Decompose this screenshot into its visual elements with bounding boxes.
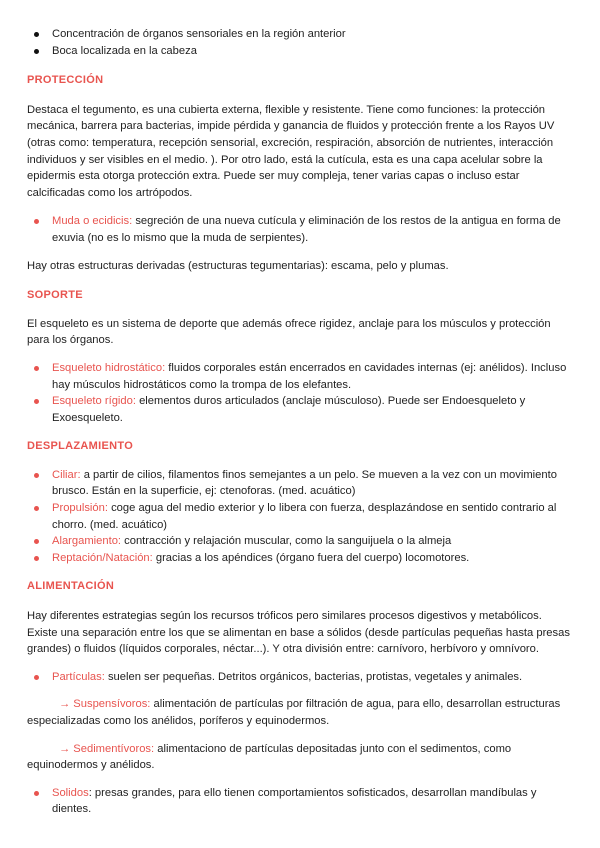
term: Partículas:: [52, 670, 105, 683]
particulas-list: [27, 669, 575, 686]
list-item: Solidos: presas grandes, para ello tienen comportamientos sofisticados, desarrollan mandíbulas y dientes.: [27, 785, 575, 818]
list-item: Boca localizada en la cabeza: [27, 43, 575, 60]
term: Muda o ecidicis:: [52, 215, 133, 228]
suspensivoros-paragraph: → Suspensívoros: alimentación de partículas por filtración de agua, para ello, desarrollan estructuras especializadas como los anélidos, poríferos y equinodermos.: [27, 698, 561, 727]
term: → Sedimentívoros:: [59, 742, 155, 755]
list-item: Alargamiento: contracción y relajación muscular, como la sanguijuela o la almeja: [27, 533, 575, 550]
heading-proteccion: PROTECCIÓN: [27, 74, 104, 87]
heading-soporte: SOPORTE: [27, 289, 83, 302]
heading-alimentacion: ALIMENTACIÓN: [27, 580, 115, 593]
heading-desplazamiento: DESPLAZAMIENTO: [27, 440, 134, 453]
bullet-icon: [34, 556, 39, 561]
list-item: Propulsión: coge agua del medio exterior y lo libera con fuerza, desplazándose en sentido contrario al chorro. (med. acuático): [27, 500, 575, 533]
list-item: Muda o ecidicis: segreción de una nueva cutícula y eliminación de los restos de la antigua en forma de exuvia (no es lo mismo que la muda de serpientes).: [27, 213, 575, 246]
soporte-list: [27, 360, 575, 426]
bullet-icon: [34, 473, 39, 478]
bullet-icon: [34, 791, 39, 796]
term: Ciliar:: [52, 468, 81, 481]
bullet-icon: [34, 49, 39, 54]
bullet-icon: [34, 675, 39, 680]
bullet-icon: [34, 366, 39, 371]
term: Esqueleto rígido:: [52, 395, 136, 408]
document-page: [27, 26, 575, 818]
bullet-icon: [34, 219, 39, 224]
term: Solidos: [52, 786, 89, 799]
proteccion-list: [27, 213, 575, 246]
bullet-icon: [34, 539, 39, 544]
term: Esqueleto hidrostático:: [52, 361, 166, 374]
term: Reptación/Natación:: [52, 551, 153, 564]
bullet-icon: [34, 399, 39, 404]
solidos-list: [27, 785, 575, 818]
list-item: Concentración de órganos sensoriales en la región anterior: [27, 26, 575, 43]
paragraph-soporte: El esqueleto es un sistema de deporte que además ofrece rigidez, anclaje para los músculos y protección para los órganos.: [27, 317, 551, 347]
list-item: Ciliar: a partir de cilios, filamentos finos semejantes a un pelo. Se mueven a la vez con un movimiento brusco. Están en la superficie, ej: ctenoforas. (med. acuático): [27, 467, 575, 500]
list-item: Reptación/Natación: gracias a los apéndices (órgano fuera del cuerpo) locomotores.: [27, 550, 575, 567]
paragraph-derivadas: Hay otras estructuras derivadas (estructuras tegumentarias): escama, pelo y plumas.: [27, 259, 449, 272]
paragraph-alimentacion: Hay diferentes estrategias según los recursos tróficos pero similares procesos digestivos y metabólicos. Existe una separación entre los que se alimentan en base a sólidos (desde partículas pequeñas hasta presas grandes) o fluidos (líquidos corporales, néctar...). Y otra división entre: carnívoro, herbívoro y omnívoro.: [27, 610, 570, 656]
bullet-icon: [34, 506, 39, 511]
term: Propulsión:: [52, 502, 108, 515]
term: → Suspensívoros:: [59, 698, 151, 711]
list-item: Esqueleto rígido: elementos duros articulados (anclaje músculoso). Puede ser Endoesqueleto y Exoesqueleto.: [27, 393, 575, 426]
top-bullet-list: [27, 26, 575, 59]
term: Alargamiento:: [52, 535, 122, 548]
sedimentivoros-paragraph: → Sedimentívoros: alimentaciono de partículas depositadas junto con el sedimentos, como equinodermos y anélidos.: [27, 742, 512, 772]
bullet-icon: [34, 32, 39, 37]
list-item: Partículas: suelen ser pequeñas. Detritos orgánicos, bacterias, protistas, vegetales y animales.: [27, 669, 575, 686]
paragraph-proteccion: Destaca el tegumento, es una cubierta externa, flexible y resistente. Tiene como funciones: la protección mecánica, barrera para bacterias, impide pérdida y ganancia de fluidos y protección frente a los Rayos UV (otras como: temperatura, recepción sensorial, excreción, respiración, absorción de nutrientes, interacción individuos y ser visibles en el medio. ). Por otro lado, está la cutícula, esta es una capa acelular sobre la epidermis esta otorga protección extra. Puede ser muy compleja, tener varias capas o incluso estar calcificadas como los artrópodos.: [27, 103, 555, 199]
desplazamiento-list: [27, 467, 575, 567]
list-item: Esqueleto hidrostático: fluidos corporales están encerrados en cavidades internas (ej: anélidos). Incluso hay músculos hidrostáticos como la trompa de los elefantes.: [27, 360, 575, 393]
